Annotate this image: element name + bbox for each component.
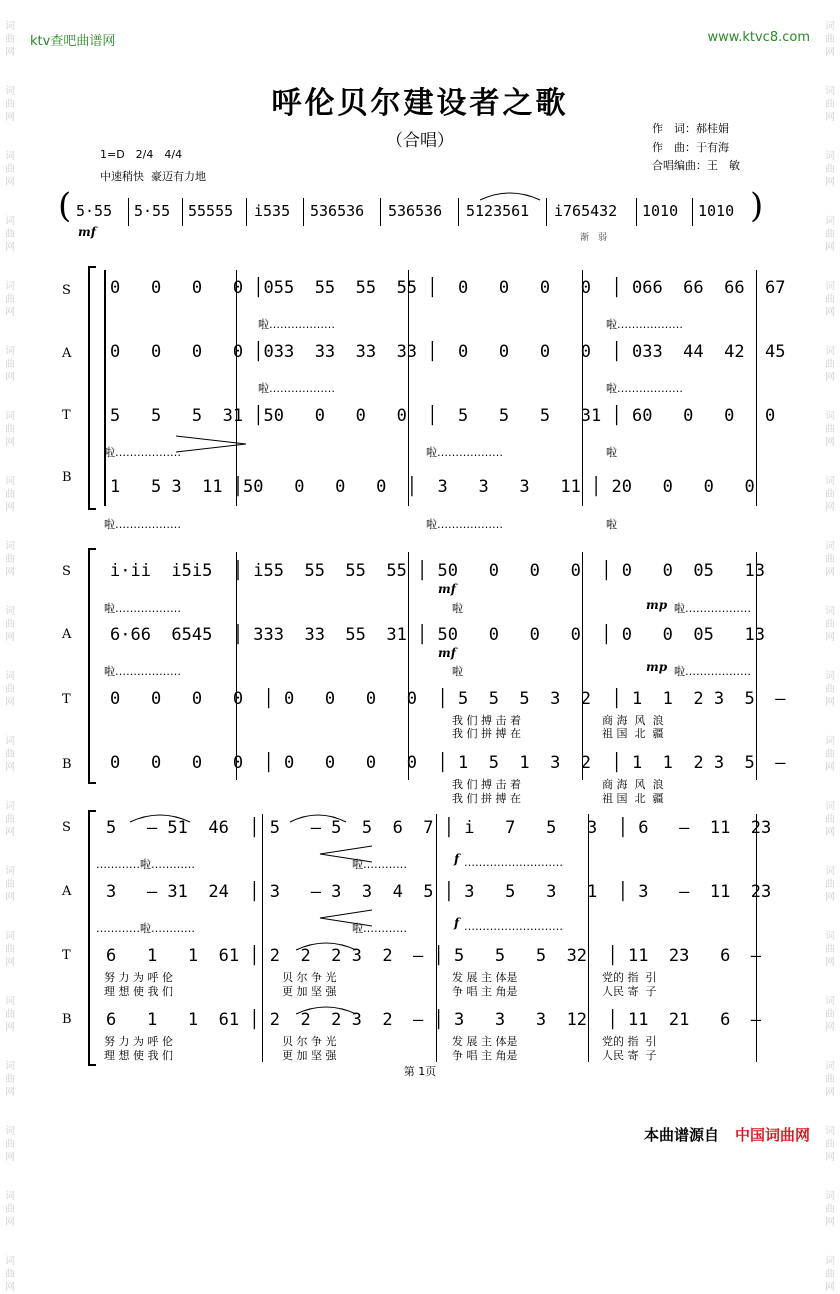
- s2-soprano-notes: i·ii i5i5 │ i55 55 55 55 │ 50 0 0 0 │ 0 0 05 13: [110, 561, 766, 581]
- slur: [290, 815, 346, 822]
- key-time-signature: 1=D 2/4 4/4: [100, 148, 183, 161]
- intro-bar-6: 536536: [388, 202, 443, 220]
- s2-tenor-lyric: 我 们 拼 搏 在: [452, 727, 521, 740]
- watermark-right: 词 曲 网 词 曲 网 词 曲 网 词 曲 网 词 曲 网 词 曲 网 词 曲 网 词 曲 网 词 曲 网 词 曲 网 词 曲 网 词 曲 网 词 曲 网 词 曲 网 词 曲 网 词 曲 网 词 曲 网 词 曲 网 词 曲 网 词 曲 网: [825, 21, 835, 1293]
- s3-soprano-lyric: ………………………: [464, 856, 563, 869]
- intro-bar-2: 5·55: [134, 202, 171, 220]
- s2-bass-lyric: 商 海 风 浪: [602, 778, 664, 791]
- s3-bass-lyric: 争 唱 主 角是: [452, 1049, 518, 1062]
- s3-bass-lyric: 贝 尔 争 光: [282, 1035, 337, 1048]
- s3-tenor-lyric: 贝 尔 争 光: [282, 971, 337, 984]
- intro-bar-1: 5·55: [76, 202, 113, 220]
- voice-label-t: T: [62, 948, 71, 963]
- s3-soprano-lyric: 啦…………: [352, 858, 407, 871]
- s2-bass-lyric: 我 们 搏 击 着: [452, 778, 521, 791]
- s3-bass-lyric: 人民 寄 子: [602, 1049, 657, 1062]
- s3-dynamic-f: f: [454, 852, 460, 866]
- slur: [296, 943, 356, 950]
- hairpin-crescendo: [320, 846, 372, 862]
- s2-tenor-lyric: 祖 国 北 疆: [602, 727, 664, 740]
- s1-tenor-lyric: 啦………………: [426, 446, 503, 459]
- s2-soprano-lyric: 啦………………: [674, 602, 751, 615]
- s3-alto-lyric: …………啦…………: [96, 922, 195, 935]
- s3-alto-notes: 3 — 31 24 │ 3 — 3 3 4 5 │ 3 5 3 1 │ 3 — 11 23: [106, 882, 772, 902]
- voice-label-b: B: [62, 1012, 72, 1027]
- s2-soprano-dynamic: mp: [646, 598, 668, 612]
- voice-label-a: A: [62, 346, 72, 361]
- s2-soprano-lyric: 啦………………: [104, 602, 181, 615]
- s2-alto-lyric: 啦………………: [104, 665, 181, 678]
- s1-tenor-lyric: 啦: [606, 446, 617, 459]
- slur: [130, 815, 190, 822]
- s1-bass-lyric: 啦: [606, 518, 617, 531]
- intro-bar-8: i765432: [554, 202, 618, 220]
- voice-label-s: S: [62, 283, 71, 298]
- credit-lyrics: 作 词：郝桂娟: [652, 122, 729, 135]
- footer-source: [644, 1124, 810, 1145]
- s3-tenor-lyric: 理 想 使 我 们: [104, 985, 173, 998]
- song-title: 呼伦贝尔建设者之歌: [271, 86, 569, 121]
- slur: [480, 193, 540, 200]
- s3-bass-lyric: 努 力 为 呼 伦: [104, 1035, 173, 1048]
- credit-music: 作 曲：于有海: [652, 141, 729, 154]
- intro-bar-5: 536536: [310, 202, 365, 220]
- s2-alto-dynamic: mp: [646, 660, 668, 674]
- s2-bass-notes: 0 0 0 0 │ 0 0 0 0 │ 1 5 1 3 2 │ 1 1 2 3 5 —: [110, 753, 786, 773]
- s1-tenor-lyric: 啦………………: [104, 446, 181, 459]
- s2-soprano-lyric: 啦: [452, 602, 463, 615]
- intro-dynamic-mf: mf: [78, 225, 96, 239]
- intro-close-paren: ): [750, 186, 764, 226]
- s3-alto-lyric: ………………………: [464, 920, 563, 933]
- s1-alto-notes: 0 0 0 0 │033 33 33 33 │ 0 0 0 0 │ 033 44 42 45: [110, 342, 786, 362]
- s1-soprano-notes: 0 0 0 0 │055 55 55 55 │ 0 0 0 0 │ 066 66 66 67: [110, 278, 786, 298]
- hairpin-crescendo: [320, 910, 372, 926]
- s2-alto-lyric: 啦………………: [674, 665, 751, 678]
- s3-tenor-lyric: 人民 寄 子: [602, 985, 657, 998]
- s2-tenor-lyric: 商 海 风 浪: [602, 714, 664, 727]
- intro-bar-4: i535: [254, 202, 291, 220]
- s2-bass-lyric: 我 们 拼 搏 在: [452, 792, 521, 805]
- s1-alto-lyric: 啦………………: [258, 382, 335, 395]
- s1-tenor-notes: 5 5 5 31 │50 0 0 0 │ 5 5 5 31 │ 60 0 0 0: [110, 406, 776, 426]
- s3-bass-lyric: 更 加 坚 强: [282, 1049, 337, 1062]
- s3-tenor-notes: 6 1 1 61 │ 2 2 2 3 2 — │ 5 5 5 32 │ 11 23 6 —: [106, 946, 762, 966]
- watermark-left: 词 曲 网 词 曲 网 词 曲 网 词 曲 网 词 曲 网 词 曲 网 词 曲 网 词 曲 网 词 曲 网 词 曲 网 词 曲 网 词 曲 网 词 曲 网 词 曲 网 词 曲 网 词 曲 网 词 曲 网 词 曲 网 词 曲 网 词 曲 网: [5, 21, 15, 1293]
- intro-bar-9: 1010: [642, 202, 679, 220]
- s3-bass-lyric: 党的 指 引: [602, 1035, 657, 1048]
- voice-label-t: T: [62, 408, 71, 423]
- s3-soprano-lyric: …………啦…………: [96, 858, 195, 871]
- s3-bass-lyric: 理 想 使 我 们: [104, 1049, 173, 1062]
- credit-arrange: 合唱编曲：王 敏: [652, 159, 740, 172]
- s1-soprano-lyric: 啦………………: [606, 318, 683, 331]
- s2-alto-dynamic: mf: [438, 646, 456, 660]
- voice-label-b: B: [62, 757, 72, 772]
- voice-label-a: A: [62, 884, 72, 899]
- s1-alto-lyric: 啦………………: [606, 382, 683, 395]
- hairpin-decrescendo: [176, 436, 246, 452]
- s2-soprano-dynamic: mf: [438, 582, 456, 596]
- s3-bass-notes: 6 1 1 61 │ 2 2 2 3 2 — │ 3 3 3 12 │ 11 21 6 —: [106, 1010, 762, 1030]
- s2-alto-lyric: 啦: [452, 665, 463, 678]
- s2-tenor-lyric: 我 们 搏 击 着: [452, 714, 521, 727]
- intro-bar-7: 5123561: [466, 202, 530, 220]
- s3-tenor-lyric: 党的 指 引: [602, 971, 657, 984]
- page-number: 第 1页: [403, 1065, 437, 1078]
- s1-soprano-lyric: 啦………………: [258, 318, 335, 331]
- s1-bass-notes: 1 5 3 11 │50 0 0 0 │ 3 3 3 11 │ 20 0 0 0: [110, 477, 755, 497]
- s3-tenor-lyric: 争 唱 主 角是: [452, 985, 518, 998]
- intro-fade-marking: 渐 弱: [580, 233, 608, 243]
- s3-alto-lyric: 啦…………: [352, 922, 407, 935]
- site-link-right[interactable]: www.ktvc8.com: [707, 30, 810, 45]
- footer-source-label: 本曲谱源自: [643, 1126, 719, 1144]
- s3-tenor-lyric: 发 展 主 体是: [452, 971, 518, 984]
- s3-tenor-lyric: 更 加 坚 强: [282, 985, 337, 998]
- s2-tenor-notes: 0 0 0 0 │ 0 0 0 0 │ 5 5 5 3 2 │ 1 1 2 3 5 —: [110, 689, 786, 709]
- s2-bass-lyric: 祖 国 北 疆: [602, 792, 664, 805]
- slur: [296, 1007, 356, 1014]
- voice-label-s: S: [62, 820, 71, 835]
- s3-bass-lyric: 发 展 主 体是: [452, 1035, 518, 1048]
- tempo-marking: 中速稍快 豪迈有力地: [100, 170, 206, 183]
- intro-open-paren: (: [58, 186, 72, 226]
- s2-alto-notes: 6·66 6545 │ 333 33 55 31 │ 50 0 0 0 │ 0 0 05 13: [110, 625, 766, 645]
- footer-source-site[interactable]: 中国词曲网: [734, 1126, 810, 1144]
- intro-bar-3: 55555: [188, 202, 234, 220]
- s1-bass-lyric: 啦………………: [426, 518, 503, 531]
- voice-label-a: A: [62, 627, 72, 642]
- s3-tenor-lyric: 努 力 为 呼 伦: [104, 971, 173, 984]
- s3-dynamic-f: f: [454, 916, 460, 930]
- voice-label-b: B: [62, 470, 72, 485]
- site-link-left[interactable]: ktv查吧曲谱网: [30, 34, 116, 49]
- s3-soprano-notes: 5 — 51 46 │ 5 — 5 5 6 7 │ i 7 5 3 │ 6 — 11 23: [106, 818, 772, 838]
- song-subtitle: （合唱）: [386, 131, 454, 151]
- s1-bass-lyric: 啦………………: [104, 518, 181, 531]
- voice-label-t: T: [62, 692, 71, 707]
- voice-label-s: S: [62, 564, 71, 579]
- intro-bar-10: 1010: [698, 202, 735, 220]
